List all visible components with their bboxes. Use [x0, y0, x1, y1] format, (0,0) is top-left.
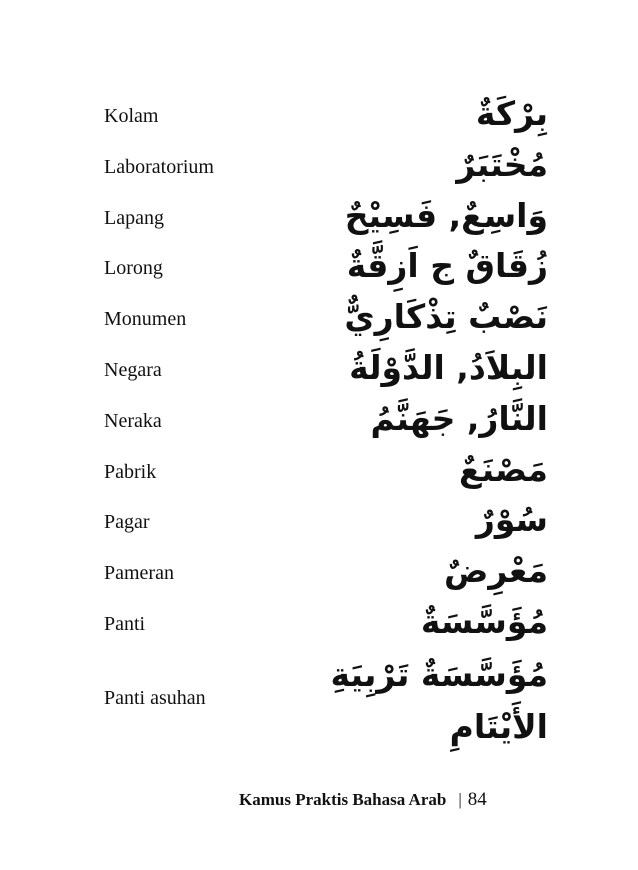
arabic-term: مَعْرِضٌ	[444, 551, 548, 591]
indonesian-term: Pameran	[104, 562, 174, 585]
arabic-term: مُؤَسَّسَةٌ	[420, 601, 548, 641]
vocabulary-list	[104, 90, 548, 755]
vocabulary-entry-negara	[104, 344, 548, 395]
arabic-term-line-2: الأَيْتَامِ	[449, 706, 548, 746]
arabic-term: نَصْبٌ تِذْكَارِيٌّ	[344, 297, 548, 337]
arabic-term	[248, 649, 548, 753]
vocabulary-entry-pameran	[104, 547, 548, 598]
arabic-term: مُخْتَبَرٌ	[456, 144, 548, 184]
indonesian-term: Pagar	[104, 511, 150, 534]
indonesian-term: Pabrik	[104, 460, 157, 483]
indonesian-term: Monumen	[104, 308, 187, 331]
vocabulary-entry-panti-asuhan	[104, 649, 548, 755]
vocabulary-entry-kolam	[104, 90, 548, 141]
book-title: Kamus Praktis Bahasa Arab	[239, 790, 447, 809]
footer-separator: |	[458, 790, 462, 809]
arabic-term: بِرْكَةٌ	[475, 94, 548, 133]
arabic-term: البِلاَدُ, الدَّوْلَةُ	[349, 347, 548, 387]
arabic-term: سُوْرٌ	[475, 500, 548, 540]
arabic-term-line-1: مُؤَسَّسَةٌ تَرْبِيَةِ	[330, 654, 548, 694]
indonesian-term: Lapang	[104, 206, 164, 229]
indonesian-term: Kolam	[104, 105, 159, 127]
vocabulary-entry-laboratorium	[104, 141, 548, 192]
arabic-term: زُقَاقٌ ج اَزِقَّةٌ	[346, 246, 548, 286]
vocabulary-entry-neraka	[104, 395, 548, 446]
vocabulary-entry-panti	[104, 598, 548, 649]
indonesian-term: Lorong	[104, 257, 163, 280]
vocabulary-entry-pabrik	[104, 446, 548, 497]
vocabulary-entry-lapang	[104, 192, 548, 243]
arabic-term: النَّارُ, جَهَنَّمُ	[370, 398, 548, 438]
vocabulary-entry-monumen	[104, 293, 548, 344]
page-footer	[239, 789, 487, 811]
indonesian-term: Laboratorium	[104, 155, 214, 178]
arabic-term: مَصْنَعٌ	[459, 449, 548, 489]
indonesian-term: Panti asuhan	[104, 686, 206, 709]
arabic-term: وَاسِعٌ, فَسِيْحٌ	[344, 195, 548, 235]
vocabulary-entry-pagar	[104, 496, 548, 547]
vocabulary-entry-lorong	[104, 242, 548, 293]
indonesian-term: Negara	[104, 358, 162, 381]
page-number: 84	[467, 789, 487, 810]
indonesian-term: Panti	[104, 612, 146, 635]
indonesian-term: Neraka	[104, 409, 162, 432]
